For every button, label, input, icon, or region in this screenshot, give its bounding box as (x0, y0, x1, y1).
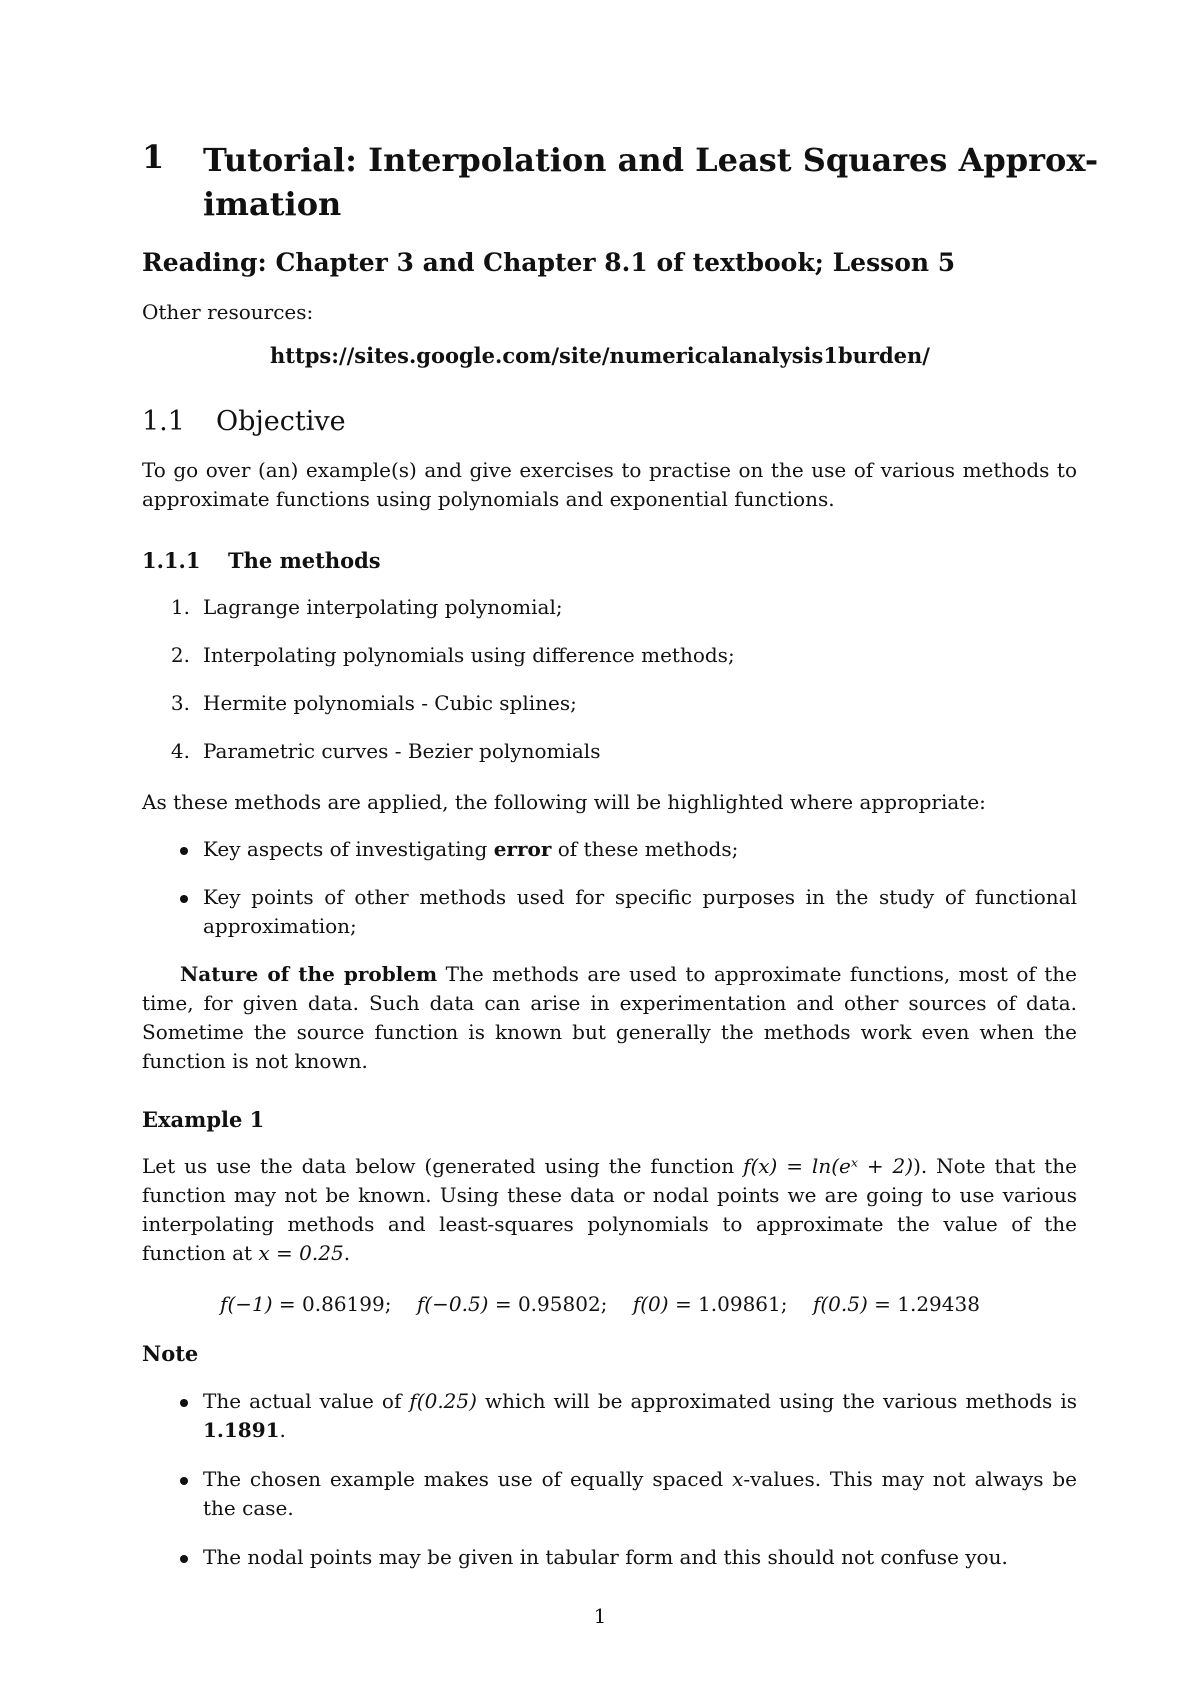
list-item-number: 2. (170, 643, 190, 667)
highlight-intro: As these methods are applied, the following will be highlighted where appropriate: (142, 790, 986, 814)
list-item-number: 4. (170, 739, 190, 763)
resource-link[interactable]: https://sites.google.com/site/numericalanalysis1burden/ (270, 343, 930, 368)
highlight-item: Key points of other methods used for specific purposes in the study of functional approximation; (203, 885, 1077, 938)
nature-label: Nature of the problem (180, 962, 438, 986)
example-title: Example 1 (142, 1107, 265, 1132)
list-item: Parametric curves - Bezier polynomials (203, 739, 601, 763)
reading-heading: Reading: Chapter 3 and Chapter 8.1 of textbook; Lesson 5 (142, 248, 956, 277)
subsection-number: 1.1 (142, 406, 185, 437)
list-item-number: 1. (170, 595, 190, 619)
subsubsection-title: The methods (228, 548, 381, 573)
data-equation: f(−1) = 0.86199; f(−0.5) = 0.95802; f(0) = 1.09861; f(0.5) = 1.29438 (220, 1292, 980, 1316)
list-item: Hermite polynomials - Cubic splines; (203, 691, 577, 715)
note-item: The chosen example makes use of equally spaced x-values. This may not always be the case. (203, 1467, 1077, 1520)
example-text: Let us use the data below (generated using the function f(x) = ln(eˣ + 2)). Note that the function may not be known. Using these data or nodal points we are going to use various interpolating methods and least-squares polynomials to approximate the value of the function at x = 0.25. (142, 1154, 1078, 1265)
bullet-icon (180, 1477, 188, 1485)
list-item: Lagrange interpolating polynomial; (203, 595, 563, 619)
note-title: Note (142, 1341, 199, 1366)
bullet-icon (180, 847, 188, 855)
bullet-icon (180, 1555, 188, 1563)
page-number: 1 (593, 1604, 607, 1628)
objective-text: To go over (an) example(s) and give exercises to practise on the use of various methods to approximate functions using polynomials and exponential functions. (142, 458, 1077, 511)
highlight-item: Key aspects of investigating error of these methods; (203, 837, 739, 861)
list-item-number: 3. (170, 691, 190, 715)
section-number: 1 (142, 138, 165, 176)
list-item: Interpolating polynomials using difference methods; (203, 643, 735, 667)
bullet-icon (180, 895, 188, 903)
nature-paragraph: Nature of the problem The methods are used to approximate functions, most of the time, for given data. Such data can arise in experimentation and other sources of data. Sometime the source function is known but generally the methods work even when the function is not known. (142, 962, 1077, 1073)
note-item: The nodal points may be given in tabular form and this should not confuse you. (203, 1545, 1008, 1569)
other-resources-label: Other resources: (142, 300, 314, 324)
bullet-icon (180, 1399, 188, 1407)
subsubsection-number: 1.1.1 (142, 548, 201, 573)
section-title: Tutorial: Interpolation and Least Squares Approx-imation (203, 141, 1099, 223)
subsection-title: Objective (216, 406, 346, 437)
note-item: The actual value of f(0.25) which will be approximated using the various methods is 1.1891. (203, 1389, 1077, 1442)
